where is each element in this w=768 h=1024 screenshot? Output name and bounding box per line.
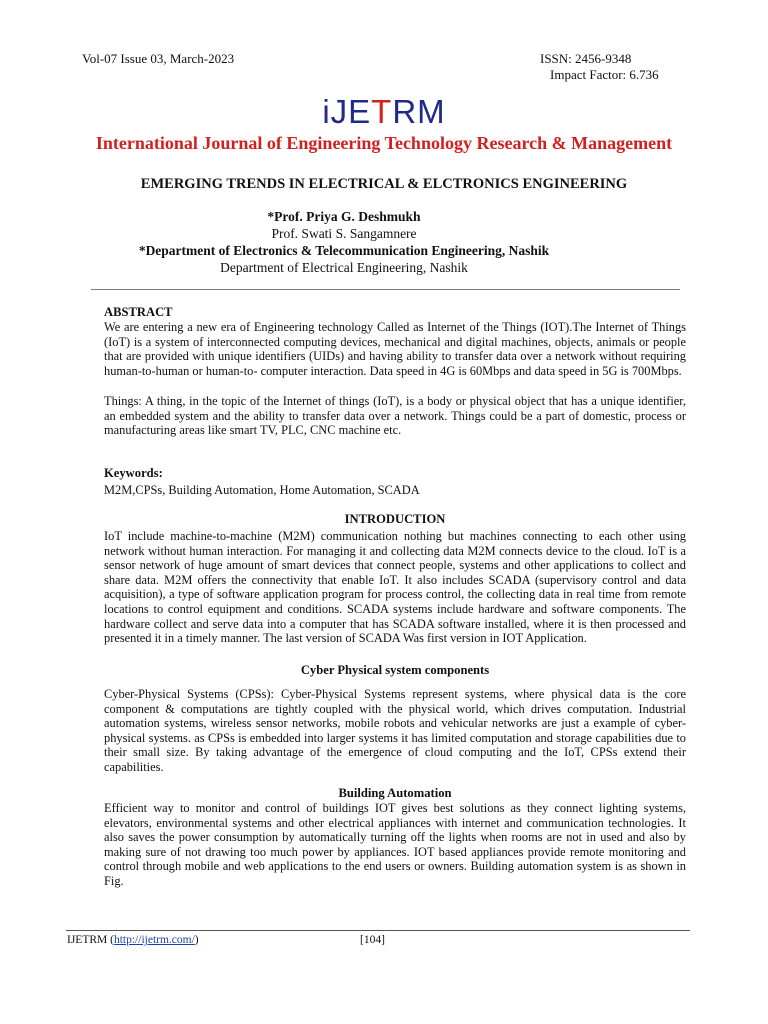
divider	[91, 289, 680, 290]
abstract-paragraph-1: We are entering a new era of Engineering technology Called as Internet of the Things (IOT).The Internet of Things (IoT) is a system of interconnected computing devices, mechanical and digital machines, objects, animals or people that are provided with unique identifiers (UIDs) and having ability to transfer data over a network without requiring human-to-human or human-to- computer interaction. Data speed in 4G is 60Mbps and data speed in 5G is 700Mbps.	[104, 320, 686, 378]
author-1: *Prof. Priya G. Deshmukh	[267, 209, 421, 224]
abstract-heading: ABSTRACT	[104, 305, 173, 319]
affiliation-1: *Department of Electronics & Telecommunication Engineering, Nashik	[138, 243, 550, 258]
footer-divider	[66, 930, 690, 931]
logo-text-part2: T	[371, 93, 393, 130]
logo-text-part1: iJE	[322, 93, 372, 130]
building-automation-text: Efficient way to monitor and control of buildings IOT gives best solutions as they connect lighting systems, elevators, environmental systems and other electrical appliances with internet and communication technologies. It also saves the power consumption by automatically turning off the lights when rooms are not in used and also by making sure of not drawing too much power by appliances. IOT based appliances provide remote monitoring and control through mobile and web applications to the end users or owners. Building automation system is as shown in Fig.	[104, 801, 686, 888]
introduction-text: IoT include machine-to-machine (M2M) communication nothing but machines connecting to each other using network without human interaction. For managing it and collecting data M2M connects device to the cloud. IoT is a sensor network of huge amount of smart devices that connect people, systems and other applications to collect and share data. M2M offers the connectivity that enable IoT. It also includes SCADA (supervisory control and data acquisition), a type of software application program for process control, the collecting data in real time from remote locations to control equipment and conditions. SCADA systems include hardware and software components. The hardware collect and serve data into a computer that has SCADA software installed, where it is then processed and presented it in a timely manner. The last version of SCADA Was first version in IOT Application.	[104, 529, 686, 646]
journal-name: International Journal of Engineering Technology Research & Management	[95, 133, 673, 153]
affiliation-2: Department of Electrical Engineering, Nashik	[220, 260, 468, 275]
introduction-heading: INTRODUCTION	[344, 512, 446, 526]
keywords-text: M2M,CPSs, Building Automation, Home Automation, SCADA	[104, 483, 420, 497]
keywords-heading: Keywords:	[104, 466, 163, 480]
logo-text-part3: RM	[392, 93, 446, 130]
cps-heading: Cyber Physical system components	[300, 663, 490, 677]
author-2: Prof. Swati S. Sangamnere	[271, 226, 417, 241]
impact-factor: Impact Factor: 6.736	[550, 67, 659, 82]
cps-text: Cyber-Physical Systems (CPSs): Cyber-Physical Systems represent systems, where physical data is the core component & computations are tightly coupled with the physical world, which drives computation. Industrial automation systems, wireless sensor networks, mobile robots and vehicular networks are just a example of cyber-physical systems. as CPSs is embedded into larger systems it has limited computation and storage capabilities due to their small size. By taking advantage of the emergence of cloud computing and the IoT, CPSs extend their capabilities.	[104, 687, 686, 774]
issn: ISSN: 2456-9348	[540, 51, 632, 66]
abstract-paragraph-2: Things: A thing, in the topic of the Internet of things (IoT), is a body or physical object that has a unique identifier, an embedded system and the ability to transfer data over a network. Things could be a part of domestic, process or manufacturing areas like smart TV, PLC, CNC machine etc.	[104, 394, 686, 438]
footer-link[interactable]: http://ijetrm.com/	[113, 934, 195, 946]
footer-close-paren: )	[194, 934, 199, 946]
footer-journal	[67, 933, 199, 947]
page-number: [104]	[360, 934, 385, 946]
volume-issue: Vol-07 Issue 03, March-2023	[82, 51, 235, 66]
footer-journal-label: IJETRM (	[67, 934, 114, 946]
journal-logo	[0, 94, 768, 130]
building-automation-heading: Building Automation	[338, 786, 452, 800]
paper-title: EMERGING TRENDS IN ELECTRICAL & ELCTRONICS ENGINEERING	[140, 176, 628, 192]
